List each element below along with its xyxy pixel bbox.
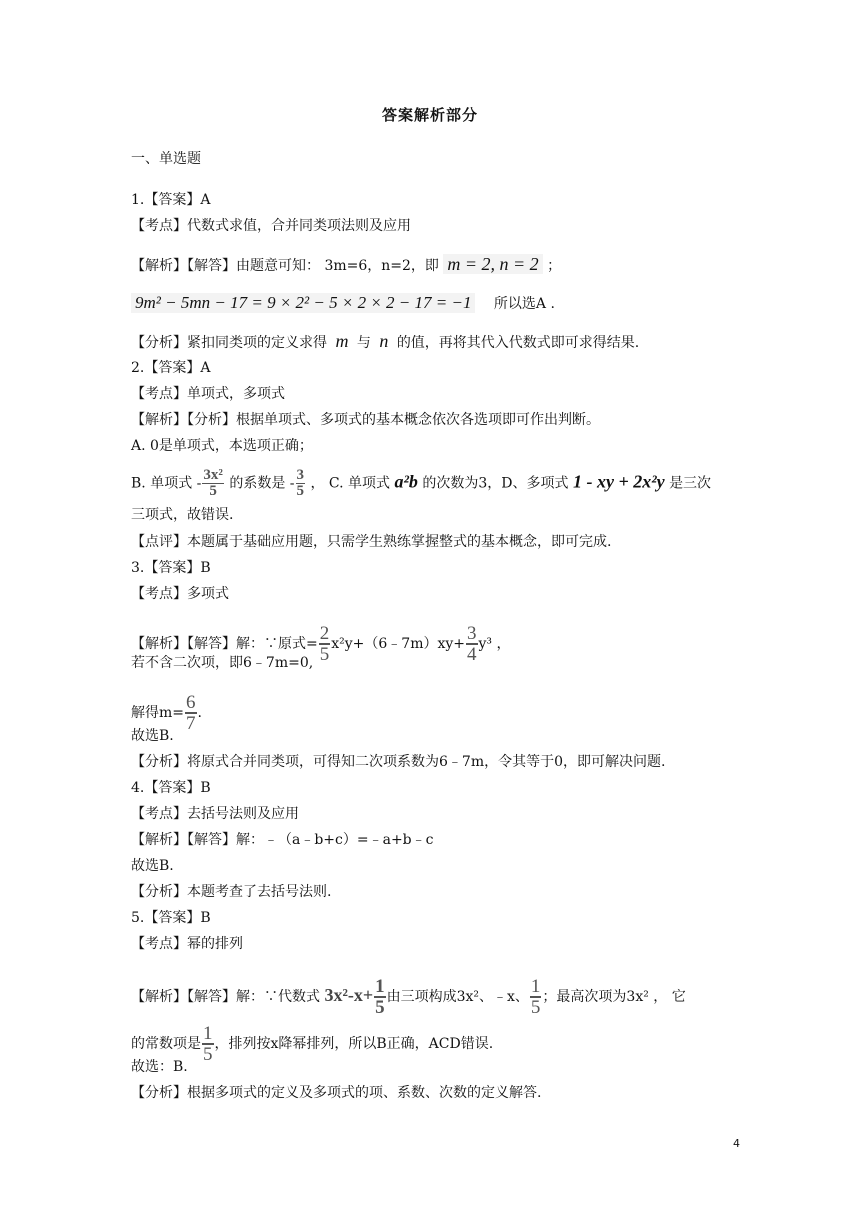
q2-jiexi: 【解析】【分析】根据单项式、多项式的基本概念依次各选项即可作出判断。 [131, 412, 600, 428]
q2-option-b: B. 单项式 - $\frac{\text{3x²}}{5}$ 的系数是 - $\frac{3}{5}$ ， C. 单项式 a²b 的次数为3，D、多项式 1 - xy + 2x²y 是三次 [131, 467, 712, 499]
q3-guxuan: 故选B. [131, 728, 174, 744]
q2-fraction-3-5: $\frac{3}{5}$ [296, 467, 305, 499]
q5-jiexi [131, 977, 686, 1017]
q1-jiexi [131, 254, 561, 276]
page-number: 4 [733, 1137, 740, 1150]
q1-fenxi-c: 的值，再将其代入代数式即可求得结果. [396, 335, 640, 351]
q3-fraction-6-7: $\frac{6}{7}$ [186, 692, 196, 734]
q1-fenxi-m: m [335, 331, 349, 351]
q5-jiexi-b: 由三项构成3x²、﹣x、 [386, 989, 529, 1005]
q5-answer: 5.【答案】B [131, 910, 211, 926]
q1-jiexi-text: 【解析】【解答】由题意可知： 3m=6，n=2，即 [131, 258, 439, 274]
q5-guxuan: 故选：B. [131, 1059, 188, 1075]
q3-fraction-2-5: $\frac{2}{5}$ [319, 623, 330, 665]
q2-expr-a2b: a²b [394, 471, 418, 492]
q3-jiexi-c: y³ ， [478, 636, 511, 652]
q2-b3: ， C. 单项式 [310, 475, 391, 492]
q1-fenxi [131, 331, 639, 353]
q5-jiexi-c: ；最高次项为3x² ， 它 [542, 989, 686, 1005]
q2-option-a: A. 0是单项式，本选项正确； [131, 438, 313, 454]
q5-jiexi-a: 【解析】【解答】解：∵代数式 [131, 989, 320, 1005]
q2-answer: 2.【答案】A [131, 360, 211, 376]
q5-expr: 3x²-x+ [324, 985, 374, 1005]
q2-b5: 是三次 [669, 475, 712, 492]
q4-fenxi: 【分析】本题考查了去括号法则. [131, 884, 332, 900]
q1-math-mn: m = 2, n = 2 [443, 254, 542, 274]
q5-fenxi: 【分析】根据多项式的定义及多项式的项、系数、次数的定义解答. [131, 1085, 542, 1101]
q1-answer: 1.【答案】A [131, 192, 211, 208]
q3-jiexi-b: x²y+（6﹣7m）xy+ [331, 636, 466, 652]
q5-line2-a: 的常数项是 [131, 1036, 201, 1052]
q3-line3-a: 解得m= [131, 705, 185, 721]
q2-expr-poly: 1 - xy + 2x²y [572, 471, 665, 492]
q1-kaodian: 【考点】代数式求值，合并同类项法则及应用 [131, 218, 411, 234]
q1-jiexi-end: ； [547, 258, 562, 274]
q1-fenxi-b: 与 [356, 335, 371, 351]
q5-fraction-1-5-a: $\frac{1}{5}$ [375, 976, 385, 1018]
q5-fraction-1-5-b: $\frac{1}{5}$ [530, 976, 541, 1018]
q1-equation-line [131, 293, 555, 314]
q4-answer: 4.【答案】B [131, 780, 211, 796]
q2-b6: 三项式，故错误. [131, 507, 234, 523]
q5-kaodian: 【考点】幂的排列 [131, 936, 243, 952]
q1-fenxi-n: n [379, 331, 389, 351]
q3-fenxi: 【分析】将原式合并同类项，可得知二次项系数为6﹣7m，令其等于0，即可解决问题. [131, 754, 666, 770]
q2-kaodian: 【考点】单项式，多项式 [131, 386, 285, 402]
q3-answer: 3.【答案】B [131, 560, 211, 576]
q1-eq-after: 所以选A . [493, 296, 555, 312]
q5-line2-b: ，排列按x降幂排列，所以B正确，ACD错误. [214, 1036, 494, 1052]
q2-fraction-3x2-5: $\frac{\text{3x²}}{5}$ [203, 467, 223, 499]
q4-jiexi: 【解析】【解答】解：﹣（a﹣b+c）=﹣a+b﹣c [131, 832, 434, 848]
q2-b4: 的次数为3，D、多项式 [422, 475, 569, 492]
q5-fraction-1-5-c: $\frac{1}{5}$ [203, 1023, 213, 1065]
q2-b1: B. 单项式 [131, 475, 193, 492]
q1-fenxi-a: 【分析】紧扣同类项的定义求得 [131, 335, 327, 351]
q4-kaodian: 【考点】去括号法则及应用 [131, 806, 299, 822]
q3-jiexi-a: 【解析】【解答】解：∵原式= [131, 636, 318, 652]
q4-guxuan: 故选B. [131, 858, 174, 874]
q3-line3-b: . [197, 705, 202, 721]
q1-equation: 9m² − 5mn − 17 = 9 × 2² − 5 × 2 × 2 − 17 = −1 [131, 293, 475, 313]
section-heading: 一、单选题 [131, 151, 201, 167]
q3-line2: 若不含二次项，即6﹣7m=0, [131, 655, 314, 671]
q2-dianping: 【点评】本题属于基础应用题，只需学生熟练掌握整式的基本概念，即可完成. [131, 534, 612, 550]
page-title: 答案解析部分 [381, 106, 478, 124]
q2-b2: 的系数是 [229, 475, 286, 492]
q3-fraction-3-4: $\frac{3}{4}$ [467, 623, 477, 665]
q3-kaodian: 【考点】多项式 [131, 586, 229, 602]
